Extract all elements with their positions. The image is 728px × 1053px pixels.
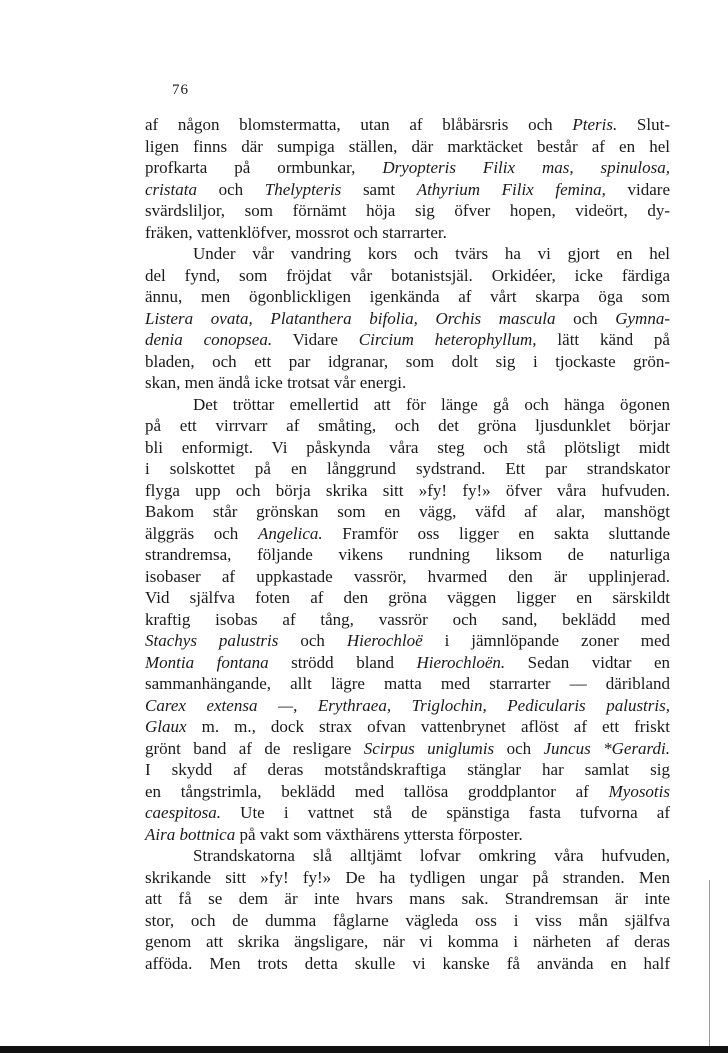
- text-line: [145, 953, 670, 975]
- text-segment: på ett virrvarr af småting, och det gröna ljusdunklet börjar: [145, 416, 670, 435]
- text-segment: lätt känd på: [536, 330, 670, 349]
- text-line: [145, 415, 670, 437]
- text-line: [145, 652, 670, 674]
- text-line: [145, 136, 670, 158]
- text-line: [145, 802, 670, 824]
- text-segment: samt: [341, 179, 417, 199]
- text-segment: bladen, och ett par idgranar, som dolt sig i tjockaste grön-: [145, 351, 670, 371]
- page-bottom-edge: [0, 1046, 728, 1053]
- text-segment: strandremsa, följande vikens rundning liksom de naturliga: [145, 545, 670, 564]
- text-line: [145, 351, 670, 373]
- text-segment: skrikande sitt »fy! fy!» De ha tydligen ungar på stranden. Men: [145, 867, 670, 887]
- text-segment: fräken, vattenklöfver, mossrot och starrarter.: [145, 222, 447, 242]
- text-line: [145, 695, 670, 717]
- text-line: [145, 501, 670, 523]
- text-segment: flyga upp och börja skrika sitt »fy! fy!» öfver våra hufvuden.: [145, 480, 670, 500]
- italic-term: Listera ovata, Platanthera bifolia, Orchis mascula: [145, 308, 556, 328]
- text-line: [145, 394, 670, 416]
- text-line: [145, 738, 670, 760]
- text-line: [145, 609, 670, 631]
- text-line: [145, 308, 670, 330]
- text-line: [145, 673, 670, 695]
- italic-term: Gymna-: [615, 308, 670, 328]
- italic-term: denia conopsea.: [145, 330, 273, 349]
- text-segment: profkarta på ormbunkar,: [145, 158, 383, 177]
- italic-term: Athyrium Filix femina,: [416, 179, 606, 199]
- text-line: [145, 824, 670, 846]
- text-segment: i jämnlöpande zoner med: [422, 631, 670, 650]
- italic-term: Hierochloë: [346, 631, 423, 650]
- italic-term: Juncus *Gerardi.: [543, 738, 671, 758]
- text-segment: Framför oss ligger en sakta sluttande: [322, 523, 670, 543]
- text-line: [145, 867, 670, 889]
- text-line: [145, 200, 670, 222]
- text-segment: grönt band af de resligare: [145, 738, 364, 758]
- text-segment: vidare: [605, 179, 671, 199]
- text-segment: svärdsliljor, som förnämt höja sig öfver hopen, videört, dy-: [145, 201, 670, 220]
- text-segment: bli enformigt. Vi påskynda våra steg och stå plötsligt midt: [145, 437, 670, 457]
- text-segment: af någon blomstermatta, utan af blåbärsris och: [145, 115, 573, 134]
- text-line: [145, 931, 670, 953]
- text-line: [145, 329, 670, 351]
- text-line: [145, 716, 670, 738]
- italic-term: Aira bottnica: [145, 824, 236, 844]
- italic-term: Circium heterophyllum,: [358, 330, 537, 349]
- text-line: [145, 480, 670, 502]
- text-segment: och: [555, 308, 616, 328]
- text-segment: ligen finns där sumpiga ställen, där marktäcket består af en hel: [145, 136, 670, 156]
- italic-term: caespitosa.: [145, 803, 222, 822]
- italic-term: Myosotis: [608, 781, 670, 801]
- text-segment: en tångstrimla, beklädd med tallösa groddplantor af: [145, 781, 609, 801]
- text-line: [145, 888, 670, 910]
- text-line: [145, 630, 670, 652]
- text-segment: i solskottet på en långgrund sydstrand. Ett par strandskator: [145, 459, 670, 478]
- text-segment: Under vår vandring kors och tvärs ha vi gjort en hel: [193, 244, 670, 263]
- text-line: [145, 759, 670, 781]
- text-line: [145, 265, 670, 287]
- text-line: [145, 544, 670, 566]
- text-line: [145, 179, 670, 201]
- text-segment: strödd bland: [268, 652, 417, 672]
- text-segment: I skydd af deras motståndskraftiga stänglar har samlat sig: [145, 760, 670, 779]
- text-line: [145, 243, 670, 265]
- text-line: [145, 286, 670, 308]
- italic-term: Pteris.: [572, 115, 618, 134]
- text-segment: kraftig isobas af tång, vassrör och sand, beklädd med: [145, 609, 670, 629]
- text-line: [145, 157, 670, 179]
- italic-term: Montia fontana: [145, 652, 269, 672]
- text-line: [145, 910, 670, 932]
- text-segment: afföda. Men trots detta skulle vi kanske få använda en half: [145, 953, 670, 973]
- text-segment: och: [196, 179, 265, 199]
- body-text: [145, 114, 670, 974]
- italic-term: Hierochloën.: [416, 652, 506, 672]
- text-segment: Strandskatorna slå alltjämt lofvar omkring våra hufvuden,: [193, 846, 670, 865]
- text-segment: sammanhängande, allt lägre matta med starrarter — däribland: [145, 674, 670, 693]
- italic-term: cristata: [145, 179, 197, 199]
- italic-term: Dryopteris Filix mas, spinulosa,: [382, 158, 670, 177]
- text-line: [145, 781, 670, 803]
- text-line: [145, 372, 670, 394]
- text-line: [145, 458, 670, 480]
- text-segment: att få se dem är inte hvars mans sak. Strandremsan är inte: [145, 889, 670, 908]
- page-number: 76: [172, 82, 189, 98]
- text-segment: isobaser af uppkastade vassrör, hvarmed den är upplinjerad.: [145, 566, 670, 586]
- italic-term: Carex extensa —, Erythraea, Triglochin, Pedicularis palustris,: [145, 695, 670, 715]
- page-right-edge: [709, 880, 710, 1046]
- italic-term: Angelica.: [257, 523, 323, 543]
- italic-term: Stachys palustris: [145, 631, 279, 650]
- text-line: [145, 523, 670, 545]
- text-segment: skan, men ändå icke trotsat vår energi.: [145, 373, 407, 392]
- text-line: [145, 437, 670, 459]
- text-line: [145, 222, 670, 244]
- text-segment: Vid själfva foten af den gröna väggen ligger en särskildt: [145, 588, 670, 607]
- italic-term: Thelypteris: [264, 179, 342, 199]
- text-segment: Bakom står grönskan som en vägg, väfd af alar, manshögt: [145, 502, 670, 521]
- text-segment: och: [494, 738, 544, 758]
- text-segment: Vidare: [272, 330, 359, 349]
- italic-term: Glaux: [145, 717, 187, 736]
- text-segment: Ute i vattnet stå de spänstiga fasta tufvorna af: [221, 803, 670, 822]
- text-segment: och: [278, 631, 347, 650]
- text-segment: Sedan vidtar en: [505, 652, 670, 672]
- text-line: [145, 587, 670, 609]
- text-line: [145, 845, 670, 867]
- text-segment: älggräs och: [145, 523, 258, 543]
- text-segment: Slut-: [617, 115, 670, 134]
- text-segment: på vakt som växthärens yttersta förposter.: [235, 824, 523, 844]
- text-line: [145, 114, 670, 136]
- text-segment: genom att skrika ängsligare, när vi komma i närheten af deras: [145, 932, 670, 951]
- text-segment: ännu, men ögonblickligen igenkända af vårt skarpa öga som: [145, 287, 670, 306]
- text-segment: del fynd, som fröjdat vår botanistsjäl. Orkidéer, icke färdiga: [145, 265, 670, 285]
- text-segment: Det tröttar emellertid att för länge gå och hänga ögonen: [193, 394, 670, 414]
- italic-term: Scirpus uniglumis: [363, 738, 495, 758]
- text-line: [145, 566, 670, 588]
- text-segment: stor, och de dumma fåglarne vägleda oss i viss mån själfva: [145, 910, 670, 930]
- text-segment: m. m., dock strax ofvan vattenbrynet aflöst af ett friskt: [186, 717, 670, 736]
